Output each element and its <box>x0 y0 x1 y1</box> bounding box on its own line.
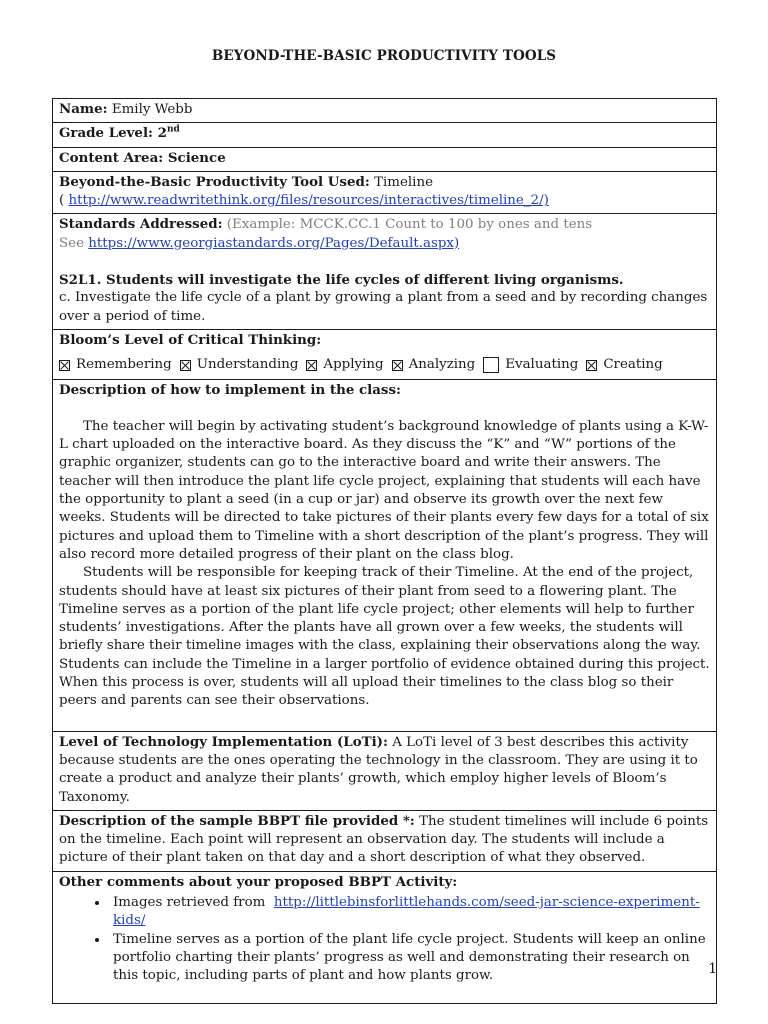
tool-value: Timeline <box>374 174 434 190</box>
blooms-remembering[interactable] <box>59 356 172 374</box>
comments-item-prefix: Images retrieved from <box>113 894 266 910</box>
blooms-item-label: Evaluating <box>505 357 579 373</box>
document-title: BEYOND-THE-BASIC PRODUCTIVITY TOOLS <box>211 48 557 64</box>
content-area-value: Science <box>167 149 226 166</box>
blooms-analyzing[interactable] <box>392 356 476 374</box>
blooms-item-label: Analyzing <box>408 357 476 373</box>
content-area-row <box>53 147 717 171</box>
standards-example: (Example: MCCK.CC.1 Count to 100 by ones and tens <box>226 217 593 233</box>
blooms-understanding[interactable] <box>180 356 299 374</box>
checked-box-icon[interactable] <box>586 360 597 371</box>
loti-label: Level of Technology Implementation (LoTi): <box>59 733 388 750</box>
standards-code-line: S2L1. Students will investigate the life cycles of different living organisms. <box>59 272 624 289</box>
tool-paren: ( <box>59 193 65 209</box>
blooms-item-label: Creating <box>603 357 663 373</box>
page-number: 1 <box>708 961 717 977</box>
description-label: Description of how to implement in the class: <box>59 381 401 398</box>
standards-detail: c. Investigate the life cycle of a plant by growing a plant from a seed and by recording changes over a period of time. <box>59 290 708 324</box>
blooms-item-label: Remembering <box>76 357 172 373</box>
grade-suffix: nd <box>166 124 180 135</box>
loti-row <box>53 731 717 810</box>
comments-item-timeline: • Timeline serves as a portion of the plant life cycle project. Students will keep an online portfolio charting their plants’ progress as well and demonstrating their research on this topic, including parts of plant and how plants grow. <box>109 931 710 986</box>
sample-label: Description of the sample BBPT file provided *: <box>59 812 415 829</box>
sample-text: The student timelines will include 6 points on the timeline. Each point will represent an observation day. The students will include a picture of their plant taken on that day and a short description of what they observed. <box>59 813 709 866</box>
description-row <box>53 379 717 731</box>
blooms-checkbox-group <box>59 356 710 374</box>
loti-text: A LoTi level of 3 best describes this activity because students are the ones operating the technology in the classroom. They are using it to create a product and analyze their plants’ growth, which employ higher levels of Bloom’s Taxonomy. <box>59 734 698 805</box>
checked-box-icon[interactable] <box>392 360 403 371</box>
name-value: Emily Webb <box>111 102 193 117</box>
standards-row <box>53 214 717 329</box>
comments-label: Other comments about your proposed BBPT Activity: <box>59 873 458 890</box>
grade-value: 2 <box>157 125 167 142</box>
grade-row <box>53 123 717 147</box>
standards-label: Standards Addressed: <box>59 216 223 233</box>
blooms-row <box>53 329 717 379</box>
bbpt-form-table <box>52 98 717 1004</box>
checked-box-icon[interactable] <box>59 360 70 371</box>
blooms-applying[interactable] <box>306 356 383 374</box>
comments-item-images <box>109 894 710 931</box>
tool-url-link[interactable]: http://www.readwritethink.org/files/resources/interactives/timeline_2/) <box>68 193 549 209</box>
content-area-label: Content Area: Science <box>59 149 226 166</box>
blooms-creating[interactable] <box>586 356 662 374</box>
images-url-link[interactable]: http://littlebinsforlittlehands.com/seed-jar-science-experiment-kids/ <box>113 894 700 929</box>
blooms-label: Bloom’s Level of Critical Thinking: <box>59 331 322 348</box>
description-paragraph-1: The teacher will begin by activating student’s background knowledge of plants using a K-W-L chart uploaded on the interactive board. As they discuss the “K” and “W” portions of the graphic organizer, students can go to the interactive board and write their answers. The teacher will then introduce the plant life cycle project, explaining that students will each have the opportunity to plant a seed (in a cup or jar) and observe its growth over the next few weeks. Students will be directed to take pictures of their plants every few days for a total of six pictures and upload them to Timeline with a short description of the plant’s progress. They will also record more detailed progress of their plant on the class blog. <box>59 418 709 562</box>
standards-see: See <box>59 235 85 251</box>
sample-row <box>53 810 717 871</box>
tool-row <box>53 171 717 214</box>
tool-label: Beyond-the-Basic Productivity Tool Used: <box>59 173 370 190</box>
comments-list <box>59 894 710 985</box>
name-label: Name: <box>59 101 108 117</box>
name-row <box>53 99 717 123</box>
blooms-item-label: Applying <box>323 357 384 373</box>
standards-url-link[interactable]: https://www.georgiastandards.org/Pages/Default.aspx) <box>88 235 460 251</box>
checked-box-icon[interactable] <box>180 360 191 371</box>
grade-label: Grade Level: 2nd <box>59 124 180 142</box>
comments-row <box>53 871 717 1004</box>
description-paragraph-2: Students will be responsible for keeping track of their Timeline. At the end of the project, students should have at least six pictures of their plant from seed to a flowering plant. The Timeline serves as a portion of the plant life cycle project; other elements will help to further students’ investigations. After the plants have all grown over a few weeks, the students will briefly share their timeline images with the class, explaining their observations along the way. Students can include the Timeline in a larger portfolio of evidence obtained during this project. When this process is over, students will all upload their timelines to the class blog so their peers and parents can see their observations. <box>59 565 710 709</box>
blooms-item-label: Understanding <box>196 357 299 373</box>
blooms-evaluating[interactable] <box>483 356 578 374</box>
checked-box-icon[interactable] <box>306 360 317 371</box>
unchecked-box-icon[interactable] <box>483 357 499 373</box>
